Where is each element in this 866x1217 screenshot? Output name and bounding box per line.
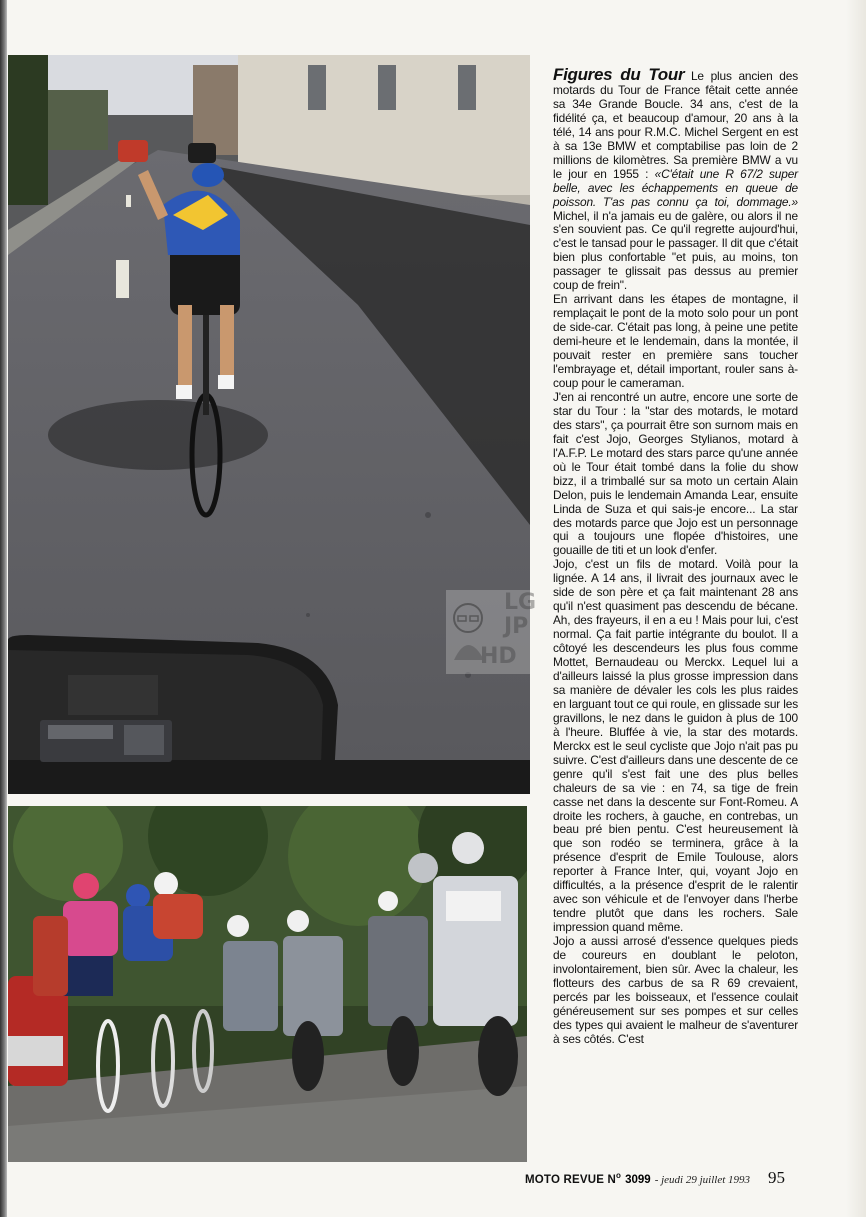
page-right-edge — [846, 0, 866, 1217]
page-number: 95 — [768, 1168, 786, 1187]
watermark-text-3: HD — [480, 644, 517, 669]
photo-peloton-and-motorbikes — [8, 806, 527, 1162]
article-paragraph-4: Jojo, c'est un fils de motard. Voilà pour la lignée. A 14 ans, il livrait des journaux avec le side de son père et ça fait maintenant 28 ans qu'il n'est quasiment pas descendu de bécane. Ah, des frayeurs, il en a eu ! Mais pour lui, c'est normal. Ça fait partie intégrante du boulot. Il a côtoyé les descendeurs les plus fous comme Mottet, Bernaudeau ou Merckx. Lequel lui a d'ailleurs laissé la plus grosse impression dans sa manière de dévaler les cols les plus raides en larguant tout ce qui roule, en glissade sur les gravillons, le nez dans le guidon à plus de 100 à l'heure. Bluffée à vie, la star des motards. Merckx est le seul cycliste que Jojo n'ait pas pu suivre. C'est d'ailleurs dans une descente de ce genre qu'il s'est fait une des plus belles chaleurs de sa vie : en 74, sa tige de frein casse net dans la descente sur Font-Romeu. A droite les rochers, à gauche, en contrebas, un beau pré bien pentu. C'est heureusement là que son rodéo se terminera, grâce à la présence d'esprit de Emile Toulouse, alors reporter à France Inter, qui, voyant Jojo en difficultés, a la présence d'esprit de le ralentir avec son véhicule et de l'envoyer dans l'herbe tendre plutôt que dans les rochers. Sale impression quand même. — [553, 557, 799, 935]
article-paragraph-5: Jojo a aussi arrosé d'essence quelques pieds de coureurs en doublant le peloton, involontairement, bien sûr. Avec la chaleur, les flotteurs des carbus de sa R 69 crevaient, percés par les boisseaux, et l'essence coulait généreusement sur ses pompes et sur celles des types qui avaient le malheur de s'aventurer à ses côtés. C'est — [553, 934, 798, 1046]
paragraph-1-end: Michel, il n'a jamais eu de galère, ou alors il ne s'en souvient pas. Ce qu'il regrette aujourd'hui, c'est le tansad pour le passager. Il dit que c'était bien plus confortable "et puis, au moins, ton passager te glissait pas dessus au premier coup de frein". — [553, 208, 798, 293]
photo-cyclist-from-motorbike — [8, 55, 530, 794]
watermark-logo — [446, 590, 537, 674]
article-body — [553, 65, 799, 1047]
watermark-text-1: LG — [504, 590, 537, 615]
article-paragraph-1 — [553, 65, 798, 293]
paragraph-1-quote: «C'était une R 67/2 super belle, avec les échappements en queue de poisson. T'as pas connu ça toi, dommage.» — [553, 166, 798, 209]
magazine-name-sup: o — [616, 1171, 622, 1181]
page-binding-edge — [0, 0, 7, 1217]
article-heading: Figures du Tour — [553, 65, 685, 84]
magazine-name-text: MOTO REVUE N — [525, 1174, 617, 1186]
page-footer — [525, 1168, 805, 1190]
watermark-text-2: JP — [504, 614, 529, 639]
paragraph-1-lead: Le plus ancien des motards du Tour de France fêtait cette année sa 34e Grande Boucle. 34 ans, c'est de la fidélité ça, et beaucoup d'amour, 20 ans à la télé, 14 ans pour R.M.C. Michel Sergent en est à sa 13e BMW et comptabilise pas loin de 2 millions de kilomètres. Sa première BMW a vu le jour en 1955 : — [553, 69, 798, 181]
issue-number: 3099 — [625, 1174, 651, 1186]
article-paragraph-3: J'en ai rencontré un autre, encore une sorte de star du Tour : la "star des motards, le motard des stars", ça pourrait être son surnom mais en fait c'est Jojo, Georges Stylianos, motard à l'A.F.P. Le motard des stars parce qu'une année où le Tour était tombé dans la folie du show bizz, il a trimballé sur sa moto un certain Alain Delon, puis le lendemain Amanda Lear, ensuite Linda de Suza et qui sais-je encore... La star des motards parce que Jojo est un personnage qui a toujours une flopée d'histoires, une gouaille de titi et un look d'enfer. — [553, 389, 798, 558]
magazine-name — [525, 1171, 621, 1186]
issue-date: - jeudi 29 juillet 1993 — [654, 1174, 751, 1186]
article-paragraph-2: En arrivant dans les étapes de montagne, il remplaçait le pont de la moto solo pour un pont de side-car. C'était pas long, à peine une petite demi-heure et le lendemain, dans la montée, il pouvait rester en première sans toucher l'embrayage et, détail important, rouler sans à-coup pour le cameraman. — [553, 292, 798, 390]
